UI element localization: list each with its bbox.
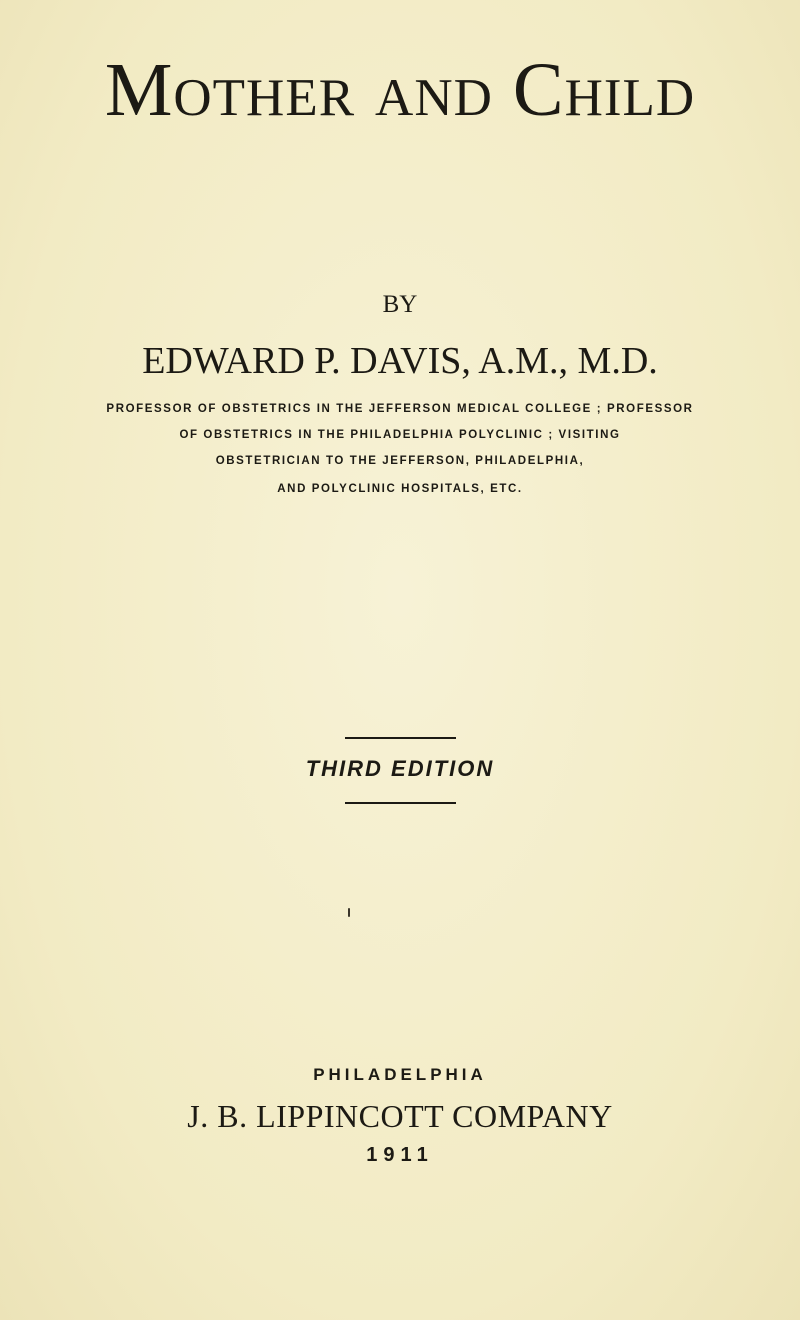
by-label: BY: [382, 291, 418, 318]
book-title: Mother and Child: [104, 48, 696, 132]
ink-speck: [348, 908, 350, 917]
affiliation-line: OBSTETRICIAN TO THE JEFFERSON, PHILADELPHIA,: [215, 455, 585, 467]
publication-year: 1911: [366, 1144, 434, 1166]
author-name: EDWARD P. DAVIS, A.M., M.D.: [142, 340, 658, 382]
affiliation-line: PROFESSOR OF OBSTETRICS IN THE JEFFERSON MEDICAL COLLEGE ; PROFESSOR: [106, 403, 694, 415]
edition-label: THIRD EDITION: [305, 756, 495, 781]
publisher-name: J. B. LIPPINCOTT COMPANY: [187, 1098, 613, 1134]
edition-rule-top: [345, 737, 456, 739]
publisher-city: PHILADELPHIA: [313, 1065, 487, 1084]
affiliation-line: OF OBSTETRICS IN THE PHILADELPHIA POLYCLINIC ; VISITING: [179, 429, 621, 441]
affiliation-line: AND POLYCLINIC HOSPITALS, ETC.: [277, 483, 523, 495]
edition-rule-bottom: [345, 802, 456, 804]
